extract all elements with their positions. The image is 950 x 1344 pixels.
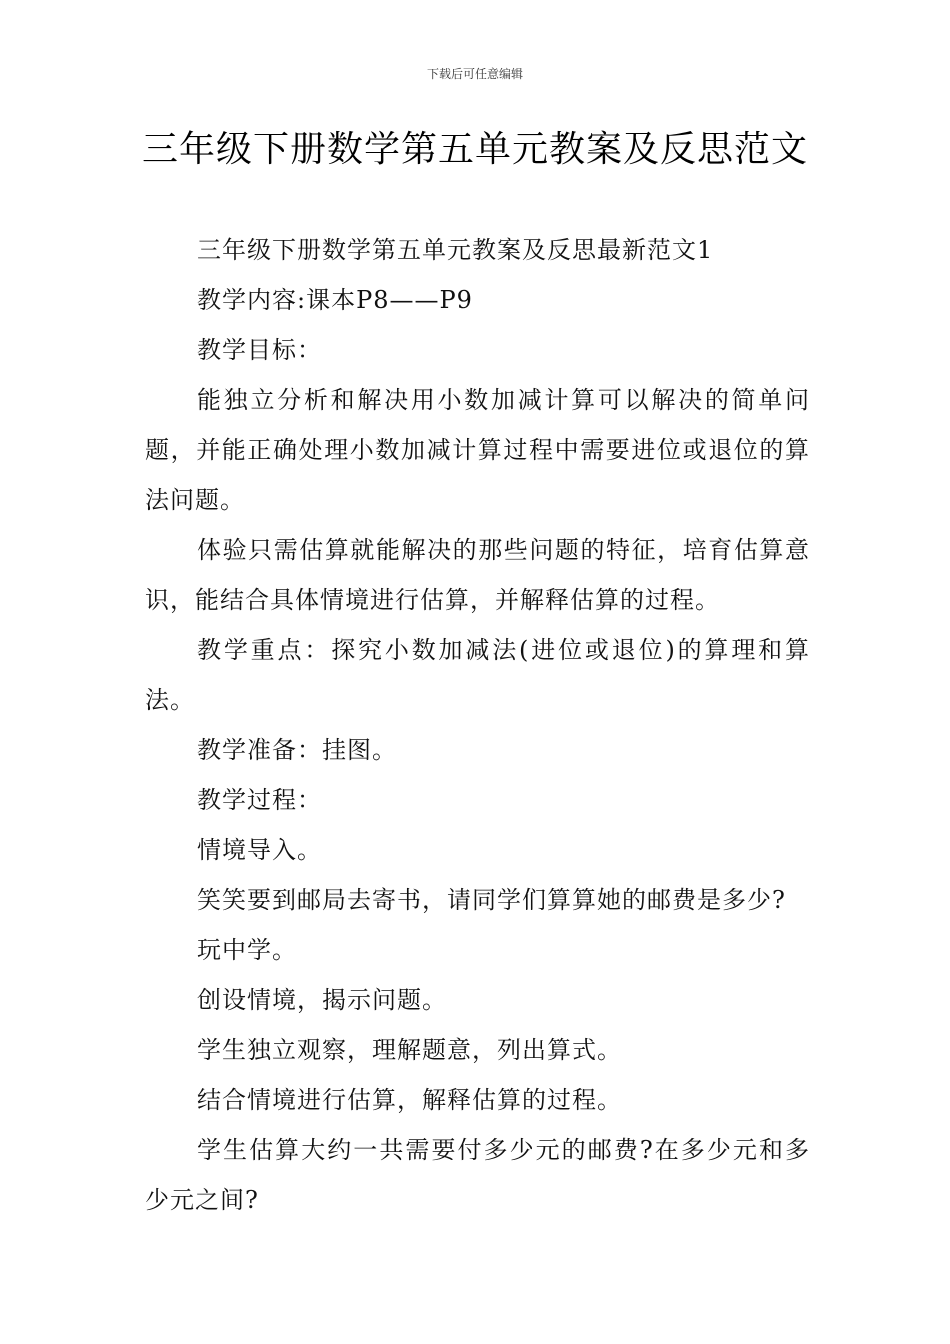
paragraph-teaching-content: 教学内容:课本P8——P9	[197, 286, 473, 314]
paragraph-play-learn: 玩中学。	[197, 936, 297, 964]
paragraph-subtitle: 三年级下册数学第五单元教案及反思最新范文1	[197, 236, 714, 264]
paragraph-goal-2: 体验只需估算就能解决的那些问题的特征，培育估算意识，能结合具体情境进行估算，并解释估算的过程。	[145, 536, 810, 614]
paragraph-observe: 学生独立观察，理解题意，列出算式。	[197, 1036, 622, 1064]
paragraph-create-scenario: 创设情境，揭示问题。	[197, 986, 447, 1014]
document-title: 三年级下册数学第五单元教案及反思范文	[141, 129, 808, 170]
paragraph-estimate-question: 学生估算大约一共需要付多少元的邮费?在多少元和多少元之间?	[145, 1136, 810, 1214]
paragraph-teaching-goals-heading: 教学目标：	[197, 336, 322, 364]
paragraph-key-points: 教学重点：探究小数加减法(进位或退位)的算理和算法。	[145, 636, 810, 714]
header-note: 下载后可任意编辑	[426, 67, 523, 81]
paragraph-intro: 情境导入。	[197, 836, 322, 864]
paragraph-preparation: 教学准备：挂图。	[197, 736, 397, 764]
document-body	[145, 225, 810, 1225]
paragraph-goal-1: 能独立分析和解决用小数加减计算可以解决的简单问题，并能正确处理小数加减计算过程中需要进位或退位的算法问题。	[145, 386, 810, 514]
paragraph-postage-question: 笑笑要到邮局去寄书，请同学们算算她的邮费是多少?	[197, 886, 786, 914]
paragraph-estimate: 结合情境进行估算，解释估算的过程。	[197, 1086, 622, 1114]
paragraph-process-heading: 教学过程：	[197, 786, 322, 814]
